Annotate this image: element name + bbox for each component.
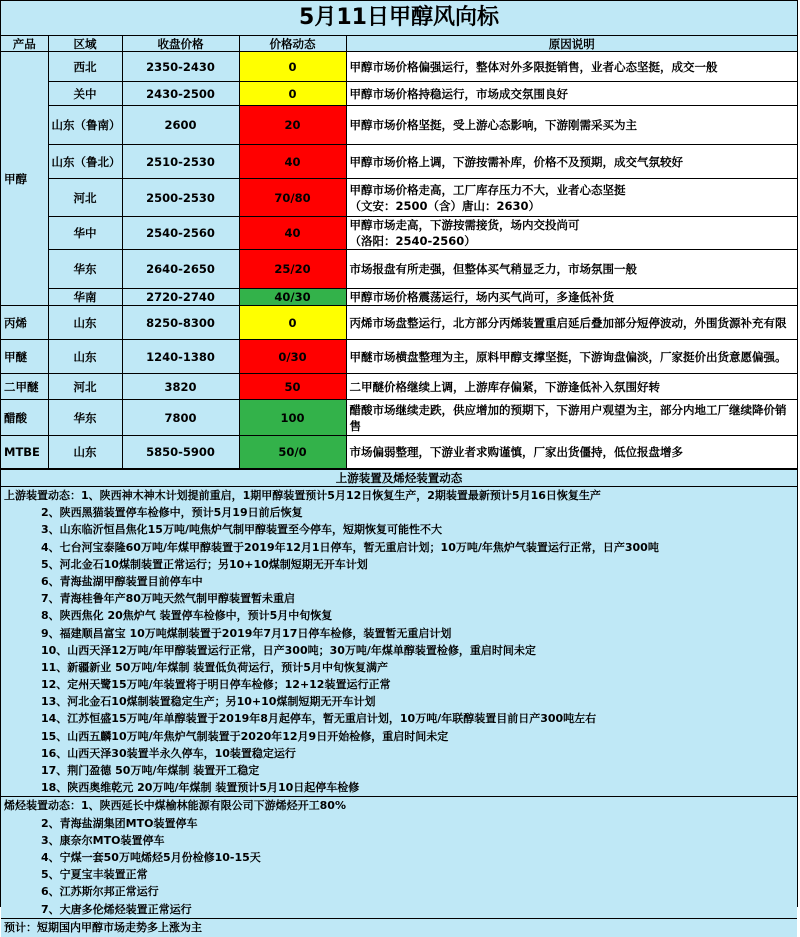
reason-text: 甲醇市场走高，下游按需接货，场内交投尚可 xyxy=(349,218,580,232)
product-cell: 二甲醚 xyxy=(1,374,48,400)
product-cell: 丙烯 xyxy=(1,306,48,340)
region-cell: 河北 xyxy=(48,179,122,217)
region-cell: 华中 xyxy=(48,217,122,250)
header-region: 区域 xyxy=(48,36,122,52)
table-row xyxy=(1,217,797,250)
dynamics-cell: 25/20 xyxy=(239,250,346,289)
device-list-item: 16、山西天泽30装置半永久停车，10装置稳定运行 xyxy=(41,746,296,760)
region-cell: 山东 xyxy=(48,436,122,469)
dynamics-cell: 0 xyxy=(239,306,346,340)
device-list-item: 6、江苏斯尔邦正常运行 xyxy=(41,885,159,899)
device-list-item: 烯烃装置动态：1、陕西延长中煤榆林能源有限公司下游烯烃开工80% xyxy=(4,799,346,813)
table-row xyxy=(1,179,797,217)
table-row xyxy=(1,340,797,374)
table-row xyxy=(1,400,797,436)
device-list-item: 12、定州天鹭15万吨/年装置将于明日停车检修；12+12装置运行正常 xyxy=(41,678,391,692)
device-section-header: 上游装置及烯烃装置动态 xyxy=(1,469,797,487)
dynamics-cell: 40 xyxy=(239,217,346,250)
price-cell: 2720-2740 xyxy=(122,289,239,306)
reason-cell xyxy=(346,52,797,82)
reason-text: 市场报盘有所走强，但整体买气稍显乏力，市场氛围一般 xyxy=(349,262,637,276)
price-cell: 1240-1380 xyxy=(122,340,239,374)
price-cell: 3820 xyxy=(122,374,239,400)
device-list-item: 8、陕西焦化 20焦炉气 装置停车检修中，预计5月中旬恢复 xyxy=(41,609,333,623)
olefin-device-list xyxy=(1,796,797,917)
device-list-item: 18、陕西奥维乾元 20万吨/年煤制 装置预计5月10日起停车检修 xyxy=(41,781,360,795)
device-list-item: 上游装置动态：1、陕西神木神木计划提前重启，1期甲醇装置预计5月12日恢复生产，2期装置最新预计5月16日恢复生产 xyxy=(4,489,601,502)
forecast-note: 预计：短期国内甲醇市场走势多上涨为主 xyxy=(1,918,797,937)
reason-text: 二甲醚价格继续上调，上游库存偏紧，下游逢低补入氛围好转 xyxy=(349,379,660,394)
reason-text: 市场偏弱整理，下游业者求购谨慎，厂家出货僵持，低位报盘增多 xyxy=(349,445,683,459)
device-list-item: 7、青海桂鲁年产80万吨天然气制甲醇装置暂未重启 xyxy=(41,592,295,606)
dynamics-cell: 0/30 xyxy=(239,340,346,374)
header-price: 收盘价格 xyxy=(122,36,239,52)
reason-cell xyxy=(346,179,797,217)
product-cell: 甲醇 xyxy=(1,52,48,306)
dynamics-cell: 100 xyxy=(239,400,346,436)
region-cell: 山东（鲁南） xyxy=(48,106,122,145)
table-row xyxy=(1,106,797,145)
reason-text: 甲醇市场价格持稳运行，市场成交氛围良好 xyxy=(349,86,568,101)
price-cell: 7800 xyxy=(122,400,239,436)
region-cell: 河北 xyxy=(48,374,122,400)
device-list-item: 3、山东临沂恒昌焦化15万吨/吨焦炉气制甲醇装置至今停车，短期恢复可能性不大 xyxy=(41,523,442,537)
table-row xyxy=(1,52,797,82)
table-row xyxy=(1,436,797,469)
price-cell: 2350-2430 xyxy=(122,52,239,82)
price-cell: 2500-2530 xyxy=(122,179,239,217)
region-cell: 西北 xyxy=(48,52,122,82)
upstream-device-list xyxy=(1,487,797,796)
table-row xyxy=(1,374,797,400)
reason-text: 醋酸市场继续走跌，供应增加的预期下，下游用户观望为主，部分内地工厂继续降价销售 xyxy=(349,402,787,433)
device-list-item: 4、宁煤一套50万吨烯烃5月份检修10-15天 xyxy=(41,850,261,864)
reason-detail: （洛阳：2540-2560） xyxy=(349,234,476,248)
device-list-item: 6、青海盐湖甲醇装置目前停车中 xyxy=(41,574,203,588)
table-row xyxy=(1,289,797,306)
reason-cell xyxy=(346,436,797,469)
price-cell: 5850-5900 xyxy=(122,436,239,469)
reason-text: 丙烯市场盘整运行，北方部分丙烯装置重启延后叠加部分短停波动，外围货源补充有限 xyxy=(349,315,787,330)
price-cell: 2540-2560 xyxy=(122,217,239,250)
device-list-item: 4、七台河宝泰隆60万吨/年煤甲醇装置于2019年12月1日停车，暂无重启计划；10万吨/年焦炉气装置运行正常，日产300吨 xyxy=(41,540,659,554)
product-cell: 甲醚 xyxy=(1,340,48,374)
reason-text: 甲醇市场价格走高，工厂库存压力不大，业者心态坚挺 xyxy=(349,182,626,197)
device-list-item: 10、山西天泽12万吨/年甲醇装置运行正常，日产300吨；30万吨/年煤单醇装置检修，重启时间未定 xyxy=(41,643,536,657)
reason-text: 甲醇市场价格坚挺，受上游心态影响，下游刚需采买为主 xyxy=(349,118,637,132)
dynamics-cell: 50 xyxy=(239,374,346,400)
header-product: 产品 xyxy=(1,36,48,52)
region-cell: 山东（鲁北） xyxy=(48,145,122,179)
device-list-item: 2、青海盐湖集团MTO装置停车 xyxy=(41,816,198,830)
dynamics-cell: 20 xyxy=(239,106,346,145)
price-table xyxy=(1,36,797,469)
device-list-item: 11、新疆新业 50万吨/年煤制 装置低负荷运行，预计5月中旬恢复满产 xyxy=(41,660,388,674)
device-list-item: 5、宁夏宝丰装置正常 xyxy=(41,868,148,882)
price-cell: 2600 xyxy=(122,106,239,145)
dynamics-cell: 40/30 xyxy=(239,289,346,306)
reason-cell xyxy=(346,217,797,250)
price-cell: 8250-8300 xyxy=(122,306,239,340)
table-row xyxy=(1,82,797,106)
sheet-title: 5月11日甲醇风向标 xyxy=(1,1,797,36)
device-list-item: 9、福建顺昌富宝 10万吨煤制装置于2019年7月17日停车检修，装置暂无重启计划 xyxy=(41,626,452,640)
reason-cell xyxy=(346,289,797,306)
price-cell: 2510-2530 xyxy=(122,145,239,179)
region-cell: 关中 xyxy=(48,82,122,106)
device-list-item: 5、河北金石10煤制装置正常运行；另10+10煤制短期无开车计划 xyxy=(41,557,368,571)
header-reason: 原因说明 xyxy=(346,36,797,52)
region-cell: 华东 xyxy=(48,400,122,436)
dynamics-cell: 50/0 xyxy=(239,436,346,469)
device-list-item: 17、荆门盈德 50万吨/年煤制 装置开工稳定 xyxy=(41,764,260,777)
reason-cell xyxy=(346,82,797,106)
device-list-item: 14、江苏恒盛15万吨/年单醇装置于2019年8月起停车，暂无重启计划，10万吨/年联醇装置目前日产300吨左右 xyxy=(41,712,597,726)
reason-text: 甲醇市场价格震荡运行，场内买气尚可，多逢低补货 xyxy=(349,290,614,304)
reason-detail: （文安：2500（含）唐山：2630） xyxy=(349,198,541,213)
table-header-row xyxy=(1,36,797,52)
reason-cell xyxy=(346,374,797,400)
device-list-item: 13、河北金石10煤制装置稳定生产；另10+10煤制短期无开车计划 xyxy=(41,695,376,709)
reason-text: 甲醇市场价格上调，下游按需补库，价格不及预期，成交气氛较好 xyxy=(349,154,683,169)
region-cell: 山东 xyxy=(48,306,122,340)
table-row xyxy=(1,145,797,179)
reason-cell xyxy=(346,340,797,374)
price-cell: 2640-2650 xyxy=(122,250,239,289)
device-list-item: 3、康奈尔MTO装置停车 xyxy=(41,833,165,847)
reason-cell xyxy=(346,106,797,145)
reason-text: 甲醇市场价格偏强运行，整体对外多限挺销售，业者心态坚挺，成交一般 xyxy=(349,59,718,74)
region-cell: 华东 xyxy=(48,250,122,289)
reason-cell xyxy=(346,400,797,436)
product-cell: MTBE xyxy=(1,436,48,469)
table-row xyxy=(1,306,797,340)
header-dynamics: 价格动态 xyxy=(239,36,346,52)
dynamics-cell: 70/80 xyxy=(239,179,346,217)
region-cell: 山东 xyxy=(48,340,122,374)
reason-cell xyxy=(346,145,797,179)
device-list-item: 15、山西五麟10万吨/年焦炉气制装置于2020年12月9日开始检修，重启时间未定 xyxy=(41,729,449,743)
dynamics-cell: 0 xyxy=(239,82,346,106)
device-list-item: 7、大唐多伦烯烃装置正常运行 xyxy=(41,902,192,916)
region-cell: 华南 xyxy=(48,289,122,306)
dynamics-cell: 40 xyxy=(239,145,346,179)
dynamics-cell: 0 xyxy=(239,52,346,82)
price-cell: 2430-2500 xyxy=(122,82,239,106)
reason-cell xyxy=(346,250,797,289)
reason-text: 甲醚市场横盘整理为主，原料甲醇支撑坚挺，下游询盘偏淡，厂家挺价出货意愿偏强。 xyxy=(349,349,787,364)
table-row xyxy=(1,250,797,289)
reason-cell xyxy=(346,306,797,340)
product-cell: 醋酸 xyxy=(1,400,48,436)
device-list-item: 2、陕西黑猫装置停车检修中，预计5月19日前后恢复 xyxy=(41,506,303,520)
